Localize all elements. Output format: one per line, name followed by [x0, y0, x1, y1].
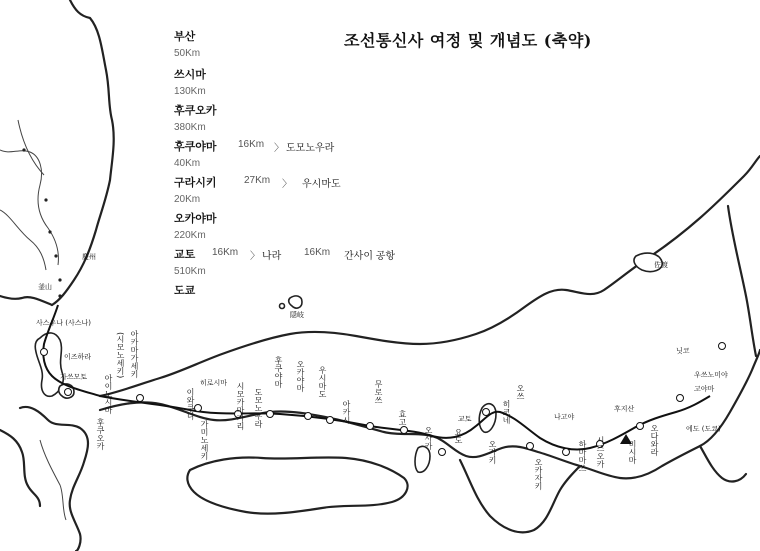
branch-distance: 16Km: [238, 139, 265, 150]
map-label-osaka: 오사카: [424, 426, 433, 450]
route-distance: 380Km: [174, 122, 206, 133]
map-label-fukuyama: 후쿠야마: [274, 356, 283, 388]
korea-river: [0, 150, 58, 265]
route-city-kyoto: 교토: [174, 249, 196, 261]
korea-river-3: [0, 210, 46, 270]
tsushinsa-route: [43, 305, 710, 450]
map-label-tomonoura: 도모노우라: [254, 388, 263, 428]
map-label-gyeongju: 慶州: [82, 253, 96, 261]
shikoku-island: [187, 457, 407, 513]
route-stop: [195, 405, 202, 412]
route-stop: [137, 395, 144, 402]
map-label-okazaki: 오카자키: [534, 458, 543, 490]
korea-south-coast: [0, 296, 52, 305]
branch-city: 도모노우라: [286, 143, 335, 154]
route-stops: [41, 343, 726, 456]
map-label-katsumoto: 가쓰모토: [60, 373, 88, 381]
kyushu-coast: [20, 407, 88, 551]
map-label-kyoto: 교토: [458, 415, 472, 423]
map-label-oki: 隠岐: [290, 311, 304, 319]
town-dot: [54, 254, 57, 257]
map-label-hyogo: 효고: [398, 410, 407, 426]
route-stop: [527, 443, 534, 450]
town-dot: [58, 278, 61, 281]
route-city-fukuoka: 후쿠오카: [174, 105, 217, 117]
route-city-okayama: 오카야마: [174, 213, 217, 225]
branch-distance: 27Km: [244, 175, 271, 186]
route-stop: [267, 411, 274, 418]
map-label-ushimado: 우시마도: [318, 366, 327, 398]
map-label-fujisan: 후지산: [614, 405, 635, 413]
branch-arrow-icon: 〉: [282, 179, 292, 190]
map-label-fukuoka: 후쿠오카: [96, 418, 105, 450]
map-label-iwakuni: 이와쿠니: [186, 388, 195, 420]
branch-city: 우시마도: [302, 179, 341, 190]
town-dot: [58, 294, 61, 297]
route-stop: [305, 413, 312, 420]
map-label-okayama: 오카야마: [296, 360, 305, 392]
town-dot: [22, 148, 25, 151]
route-stop: [483, 409, 490, 416]
town-dot: [48, 230, 51, 233]
route-stop: [401, 427, 408, 434]
map-label-nagoya: 나고야: [554, 413, 575, 421]
oki-island: [289, 296, 302, 308]
route-stop: [41, 349, 48, 356]
map-label-muro: 무로쓰: [374, 380, 383, 404]
map-label-izuhara: 이즈하라: [64, 353, 92, 361]
route-distance: 40Km: [174, 158, 201, 169]
route-distance: 130Km: [174, 86, 206, 97]
map-label-ogaki: 오가키: [488, 440, 497, 464]
map-label-mishima: 미시마: [628, 440, 637, 464]
route-city-kurashiki: 구라시키: [174, 177, 217, 189]
map-label-sasuna: 사스우나 (사스나): [36, 319, 92, 327]
map-label-ainoshima: 아이노시마: [104, 374, 113, 414]
town-dot: [44, 198, 47, 201]
branch-distance: 16Km: [212, 247, 239, 258]
branch-arrow-icon: 〉: [250, 251, 260, 262]
route-city-tsushima: 쓰시마: [174, 69, 206, 81]
map-label-sado: 佐渡: [654, 261, 668, 269]
map-label-akamagaseki: 아카마가세키: [130, 330, 139, 378]
map-label-nikko: 닛코: [676, 347, 690, 355]
map-label-utsunomiya: 우쓰노미야: [694, 371, 728, 379]
map-label-hamamatsu: 하마마쓰: [578, 440, 587, 472]
map-label-odawara: 오다와라: [650, 424, 659, 456]
map-label-hikone: 히코네: [502, 400, 511, 424]
map-label-kaminoseki: 가미노세키: [200, 420, 209, 460]
awaji-island: [415, 446, 430, 472]
map-label-shimokamagari: 시모카마가리: [236, 382, 245, 430]
route-distance: 510Km: [174, 266, 206, 277]
map-label-shizuoka: 시즈오카: [596, 436, 605, 468]
map-label-otsu: 오쓰: [516, 384, 525, 400]
map-label-koyama: 고야마: [694, 385, 715, 393]
branch-distance: 16Km: [304, 247, 331, 258]
route-distance: 220Km: [174, 230, 206, 241]
kyushu-west: [0, 430, 40, 506]
map-label-hiroshima: 히로시마: [200, 379, 228, 387]
kyushu-inner: [40, 440, 66, 520]
oki-islet: [280, 304, 285, 309]
map-label-akashi: 아카시: [342, 400, 351, 424]
route-stop: [367, 423, 374, 430]
route-stop: [65, 389, 72, 396]
route-stop: [563, 449, 570, 456]
route-stop: [719, 343, 726, 350]
route-stop: [439, 449, 446, 456]
route-city-tokyo: 도쿄: [174, 285, 196, 297]
lake-biwa: [479, 404, 496, 433]
route-stop: [327, 417, 334, 424]
korea-river-2: [18, 120, 44, 175]
map-label-yodo: 요도: [454, 428, 463, 444]
map-title: 조선통신사 여정 및 개념도 (축약): [344, 31, 592, 50]
route-city-fukuyama: 후쿠야마: [174, 141, 217, 153]
kii-peninsula: [460, 460, 580, 532]
map-label-shimonoseki: (시모노세키): [116, 332, 125, 379]
route-distance: 50Km: [174, 48, 201, 59]
tokyo-bay: [700, 446, 746, 481]
route-distance: 20Km: [174, 194, 201, 205]
route-stop: [637, 423, 644, 430]
tohoku-east-coast: [728, 206, 756, 356]
map-label-edo: 에도 (도쿄): [686, 425, 721, 433]
branch-city: 간사이 공항: [344, 251, 396, 262]
map-label-busan: 釜山: [38, 283, 52, 291]
route-stop: [677, 395, 684, 402]
branch-arrow-icon: 〉: [274, 143, 284, 154]
route-city-busan: 부산: [174, 31, 196, 43]
branch-city: 나라: [262, 251, 282, 262]
